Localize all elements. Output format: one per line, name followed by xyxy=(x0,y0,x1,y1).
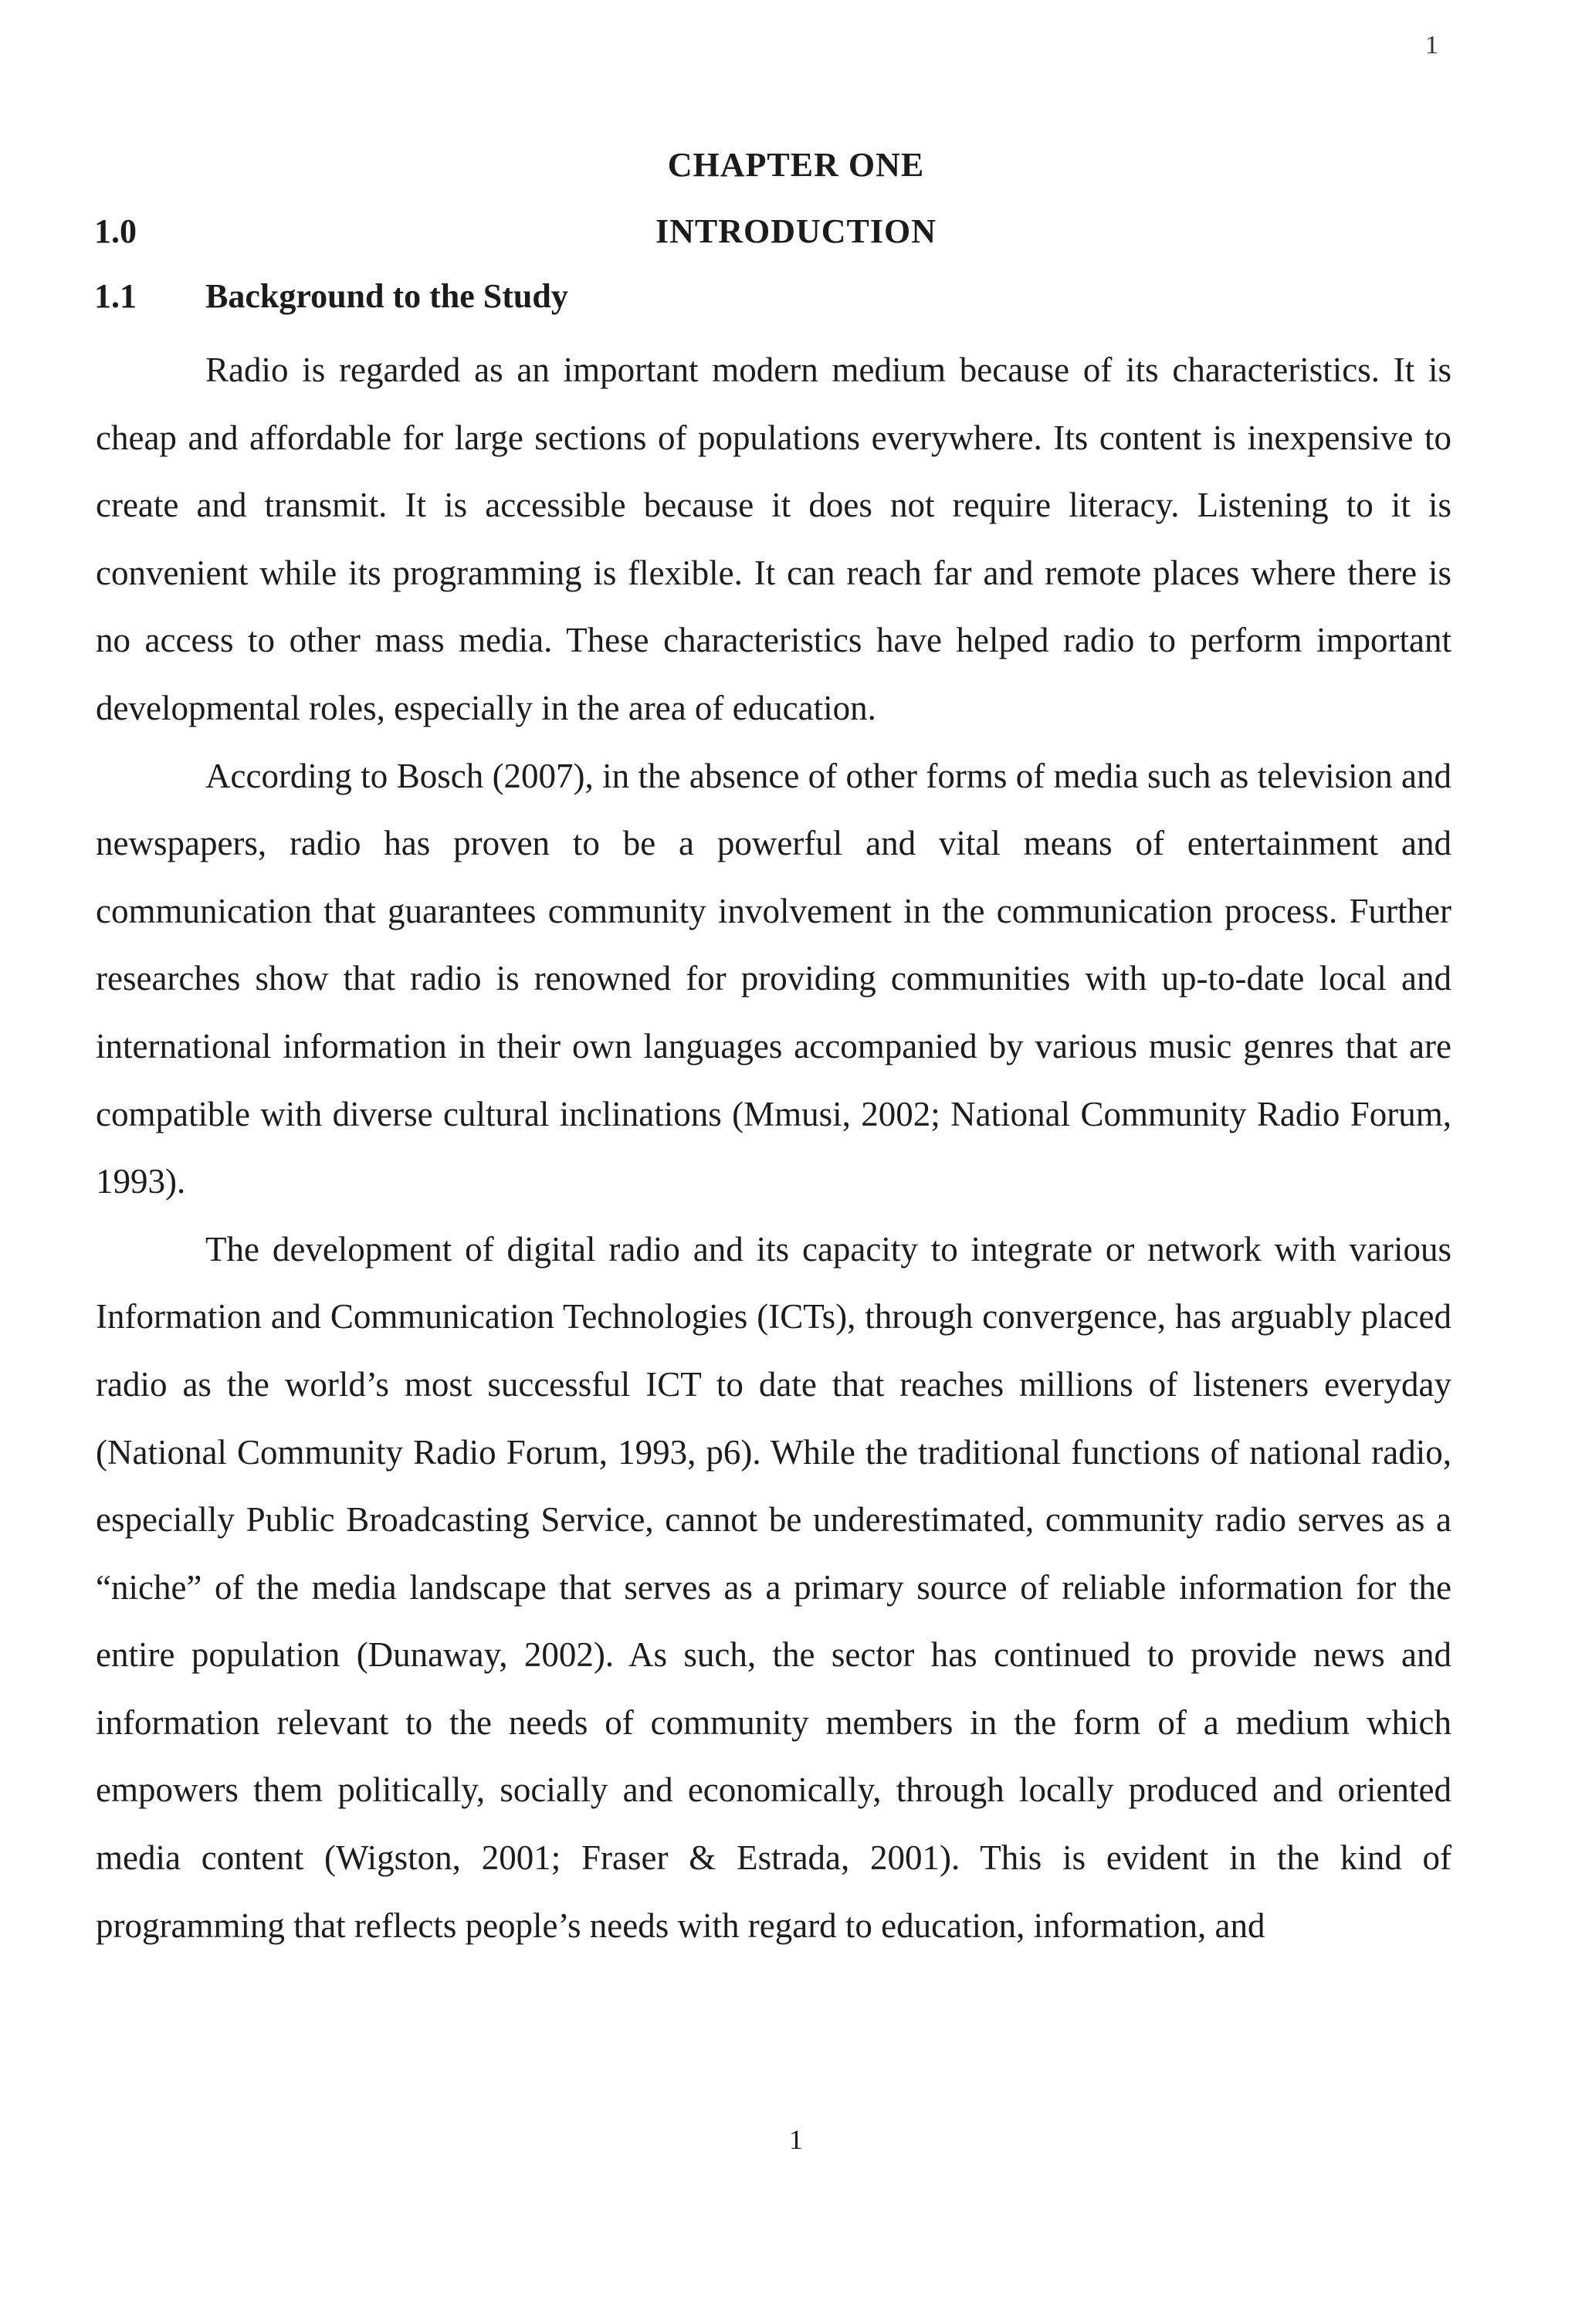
page-number-bottom: 1 xyxy=(789,2124,803,2155)
paragraph-2: According to Bosch (2007), in the absence of other forms of media such as television and newspapers, radio has proven to be a powerful and vital means of entertainment and communication that guarantees community involvement in the communication process. Further researches show that radio is renowned for providing communities with up-to-date local and international information in their own languages accompanied by various music genres that are compatible with diverse cultural inclinations (Mmusi, 2002; National Community Radio Forum, 1993). xyxy=(96,756,1451,1201)
chapter-heading: CHAPTER ONE xyxy=(667,146,925,184)
section-title: INTRODUCTION xyxy=(655,212,937,250)
subsection-number: 1.1 xyxy=(94,277,137,315)
body-text xyxy=(96,337,1451,1960)
paragraph-3: The development of digital radio and its capacity to integrate or network with various Information and Communication Technologies (ICTs), through convergence, has arguably placed radio as the world’s most successful ICT to date that reaches millions of listeners everyday (National Community Radio Forum, 1993, p6). While the traditional functions of national radio, especially Public Broadcasting Service, cannot be underestimated, community radio serves as a “niche” of the media landscape that serves as a primary source of reliable information for the entire population (Dunaway, 2002). As such, the sector has continued to provide news and information relevant to the needs of community members in the form of a medium which empowers them politically, socially and economically, through locally produced and oriented media content (Wigston, 2001; Fraser & Estrada, 2001). This is evident in the kind of programming that reflects people’s needs with regard to education, information, and xyxy=(96,1229,1451,1945)
section-number: 1.0 xyxy=(94,212,137,250)
subsection-title: Background to the Study xyxy=(205,277,568,315)
page-number-top: 1 xyxy=(1425,31,1438,59)
paragraph-1: Radio is regarded as an important modern medium because of its characteristics. It is cheap and affordable for large sections of populations everywhere. Its content is inexpensive to create and transmit. It is accessible because it does not require literacy. Listening to it is convenient while its programming is flexible. It can reach far and remote places where there is no access to other mass media. These characteristics have helped radio to perform important developmental roles, especially in the area of education. xyxy=(96,351,1451,727)
